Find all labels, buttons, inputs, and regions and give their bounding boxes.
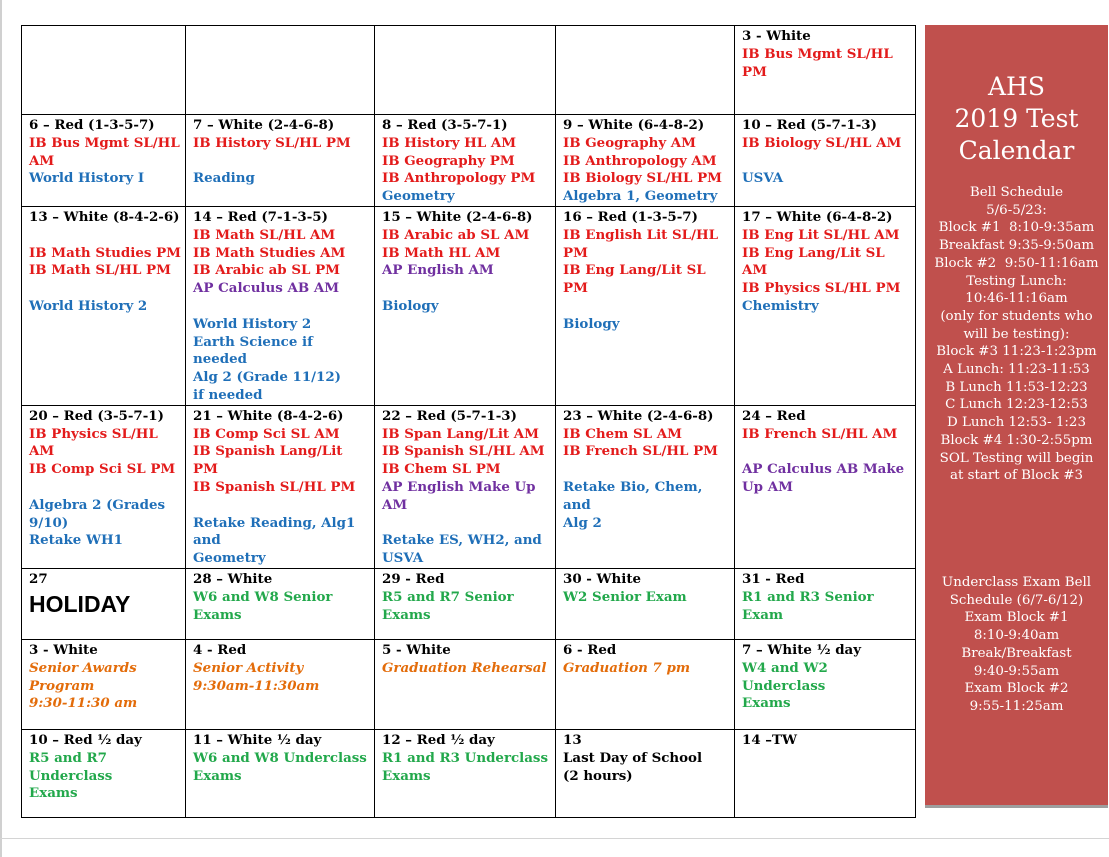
left-page-rule — [0, 0, 2, 857]
calendar-day-cell — [556, 206, 735, 405]
calendar-week-row — [22, 405, 916, 568]
day-heading: 16 – Red (1-3-5-7) — [563, 208, 698, 225]
exam-entry — [382, 280, 551, 298]
exam-entry: IB Math SL/HL PM — [29, 262, 171, 279]
exam-entry: W2 Senior Exam — [563, 588, 687, 605]
calendar-day-cell — [735, 206, 916, 405]
exam-entry — [193, 153, 370, 171]
bell-schedule-line: SOL Testing will begin — [939, 450, 1094, 466]
exam-entry: Biology — [563, 315, 620, 332]
exam-entry — [742, 153, 911, 171]
exam-entry: R1 and R3 Underclass — [382, 749, 548, 766]
exam-entry: Graduation Rehearsal — [382, 659, 547, 676]
exam-entry — [193, 497, 370, 515]
exam-entry: IB Spanish Lang/Lit PM — [193, 443, 348, 478]
day-heading: 10 – Red (5-7-1-3) — [742, 117, 877, 133]
calendar-day-cell — [556, 568, 735, 639]
exam-entry: IB Span Lang/Lit AM — [382, 425, 539, 442]
calendar-day-cell — [556, 115, 735, 207]
day-heading: 11 – White ½ day — [193, 731, 322, 748]
calendar-day-cell — [186, 405, 375, 568]
exam-entry: IB Spanish SL/HL PM — [193, 478, 356, 495]
exam-entry: IB Eng Lang/Lit SL AM — [742, 244, 890, 279]
exam-entry: Earth Science if needed — [193, 333, 318, 368]
bell-schedule-line: 5/6-5/23: — [986, 202, 1047, 218]
exam-entry: IB Math SL/HL AM — [193, 226, 336, 243]
exam-entry: IB History HL AM — [382, 134, 517, 151]
exam-entry: AP English Make Up — [382, 478, 536, 495]
calendar-day-cell — [556, 405, 735, 568]
exam-schedule-line: Underclass Exam Bell — [941, 575, 1092, 590]
exam-entry: R5 and R7 Underclass — [29, 749, 113, 784]
exam-schedule-line: 9:40-9:55am — [973, 663, 1060, 679]
bell-schedule-line: D Lunch 12:53- 1:23 — [947, 415, 1086, 431]
exam-entry: AP English AM — [382, 262, 494, 279]
exam-entry: Senior Activity — [193, 659, 304, 676]
exam-entry: Chemistry — [742, 297, 819, 314]
day-heading: 5 - White — [382, 641, 451, 658]
exam-entry: IB Math Studies AM — [193, 244, 346, 261]
calendar-day-cell — [22, 639, 186, 729]
bottom-page-rule — [0, 838, 1109, 839]
calendar-day-cell — [375, 568, 556, 639]
day-heading: 15 – White (2-4-6-8) — [382, 208, 533, 225]
exam-entry — [29, 227, 181, 245]
exam-entry: IB Chem SL AM — [563, 425, 682, 442]
bell-schedule-line: C Lunch 12:23-12:53 — [945, 397, 1088, 413]
exam-entry: PM — [742, 63, 767, 80]
exam-schedule-line: 8:10-9:40am — [973, 628, 1060, 644]
calendar-day-cell — [375, 206, 556, 405]
day-heading: 10 – Red ½ day — [29, 731, 142, 748]
calendar-day-cell — [375, 729, 556, 817]
day-heading: 7 – White (2-4-6-8) — [193, 117, 335, 133]
exam-entry: Biology — [382, 297, 439, 314]
exam-entry: Exams — [29, 785, 78, 802]
exam-entry — [29, 479, 181, 497]
exam-entry: Senior Awards — [29, 659, 137, 676]
exam-entry: AP Calculus AB Make — [742, 461, 905, 478]
exam-entry: W6 and W8 Senior Exams — [193, 588, 338, 623]
day-heading: 29 - Red — [382, 570, 445, 587]
day-heading: 22 – Red (5-7-1-3) — [382, 407, 517, 424]
exam-entry: USVA — [742, 170, 784, 187]
exam-entry — [563, 461, 730, 479]
calendar-week-row — [22, 639, 916, 729]
calendar-day-cell — [22, 405, 186, 568]
bell-schedule-line: Block #3 11:23-1:23pm — [936, 344, 1097, 360]
exam-entry: World History 2 — [29, 297, 148, 314]
exam-entry: IB Arabic ab SL PM — [193, 262, 340, 279]
exam-entry: IB Physics SL/HL AM — [29, 425, 163, 460]
exam-entry: R1 and R3 Senior Exam — [742, 588, 879, 623]
exam-entry: IB Geography PM — [382, 152, 515, 169]
bell-schedule-line: Testing Lunch: — [966, 273, 1067, 289]
day-heading: 4 - Red — [193, 641, 247, 658]
exam-entry: W6 and W8 Underclass — [193, 749, 367, 766]
calendar-day-cell — [186, 639, 375, 729]
exam-entry: 9:30-11:30 am — [29, 695, 138, 712]
exam-entry: IB Arabic ab SL AM — [382, 226, 530, 243]
day-heading: 7 – White ½ day — [742, 641, 862, 658]
bell-schedule-line: Breakfast 9:35-9:50am — [938, 238, 1095, 254]
exam-entry: IB Biology SL/HL PM — [563, 170, 723, 187]
calendar-day-cell — [556, 639, 735, 729]
exam-entry: IB Anthropology AM — [563, 152, 717, 169]
exam-entry: IB Bus Mgmt SL/HL — [742, 45, 893, 62]
exam-entry: Graduation 7 pm — [563, 659, 691, 676]
exam-entry: IB Math Studies PM — [29, 244, 181, 261]
exam-entry: R5 and R7 Senior Exams — [382, 588, 519, 623]
sidebar-title — [925, 71, 1108, 167]
sidebar-title-line: Calendar — [958, 136, 1075, 165]
exam-schedule-line: Exam Block #1 — [964, 610, 1069, 626]
exam-entry: Exams — [193, 767, 242, 784]
exam-entry: Program — [29, 677, 95, 694]
exam-entry: IB Comp Sci SL AM — [193, 425, 340, 442]
calendar-day-cell — [735, 729, 916, 817]
calendar-week-row — [22, 26, 916, 115]
exam-entry: Retake ES, WH2, and — [382, 532, 542, 549]
exam-schedule-line: Exam Block #2 — [964, 681, 1069, 697]
calendar-day-cell — [186, 206, 375, 405]
exam-entry: IB Comp Sci SL PM — [29, 461, 176, 478]
day-heading: 31 - Red — [742, 570, 805, 587]
exam-entry: AM — [29, 152, 55, 169]
exam-entry: 9:30am-11:30am — [193, 677, 320, 694]
exam-entry: Last Day of School — [563, 749, 703, 766]
exam-schedule-line: Schedule (6/7-6/12) — [949, 592, 1084, 608]
exam-schedule-line: Break/Breakfast — [961, 645, 1072, 661]
day-heading: 12 – Red ½ day — [382, 731, 495, 748]
bell-schedule-line: (only for students who — [940, 308, 1093, 324]
calendar-day-cell — [735, 115, 916, 207]
day-heading: 6 - Red — [563, 641, 617, 658]
day-heading: 13 — [563, 731, 582, 748]
exam-entry: W4 and W2 Underclass — [742, 659, 833, 694]
exam-entry: IB English Lit SL/HL — [563, 226, 719, 243]
sidebar-title-line: AHS — [988, 72, 1045, 101]
exam-entry: 9/10) — [29, 514, 69, 531]
calendar-day-cell — [735, 639, 916, 729]
bell-schedule-line: Block #4 1:30-2:55pm — [940, 432, 1093, 448]
exam-entry: World History 2 — [193, 315, 312, 332]
calendar-day-cell — [375, 405, 556, 568]
exam-entry: Alg 2 (Grade 11/12) — [193, 369, 342, 386]
exam-entry — [193, 298, 370, 316]
exam-entry: Exams — [382, 767, 431, 784]
exam-entry — [563, 298, 730, 316]
exam-entry — [742, 443, 911, 461]
exam-entry: PM — [563, 244, 588, 261]
exam-entry: IB Spanish SL/HL AM — [382, 443, 545, 460]
exam-entry: IB French SL/HL AM — [742, 425, 898, 442]
day-heading: 3 - White — [29, 641, 98, 658]
exam-entry — [29, 280, 181, 298]
exam-entry: IB Geography AM — [563, 134, 696, 151]
exam-entry: IB Math HL AM — [382, 244, 501, 261]
bell-schedule-line: Block #1 8:10-9:35am — [938, 220, 1095, 236]
exam-entry: Up AM — [742, 478, 793, 495]
calendar-day-cell — [735, 568, 916, 639]
bell-schedule-line: at start of Block #3 — [950, 468, 1083, 484]
exam-entry: IB French SL/HL PM — [563, 443, 718, 460]
day-heading: 8 – Red (3-5-7-1) — [382, 117, 508, 133]
day-heading: 14 –TW — [742, 731, 797, 748]
exam-entry: Geometry — [193, 550, 266, 567]
calendar-day-cell — [186, 115, 375, 207]
exam-entry: World History I — [29, 170, 145, 187]
day-heading: 6 – Red (1-3-5-7) — [29, 117, 155, 133]
day-heading: 20 – Red (3-5-7-1) — [29, 407, 164, 424]
holiday-label: HOLIDAY — [29, 590, 131, 617]
calendar-day-cell — [556, 729, 735, 817]
calendar-day-cell — [375, 115, 556, 207]
exam-entry: if needed — [193, 386, 263, 403]
exam-entry: IB Anthropology PM — [382, 170, 536, 187]
day-heading: 28 – White — [193, 570, 273, 587]
calendar-week-row — [22, 568, 916, 639]
exam-entry: (2 hours) — [563, 767, 633, 784]
calendar-week-row — [22, 206, 916, 405]
day-heading: 9 – White (6-4-8-2) — [563, 117, 705, 133]
exam-entry: Retake WH1 — [29, 532, 123, 549]
day-heading: 23 – White (2-4-6-8) — [563, 407, 714, 424]
exam-entry: Geometry — [382, 188, 455, 205]
exam-entry: IB Physics SL/HL PM — [742, 280, 901, 297]
exam-entry: IB Eng Lit SL/HL AM — [742, 226, 900, 243]
exam-entry: IB Eng Lang/Lit SL PM — [563, 262, 711, 297]
exam-entry: USVA — [382, 550, 424, 567]
exam-entry — [382, 515, 551, 533]
calendar-day-cell — [186, 729, 375, 817]
bell-schedule-line: B Lunch 11:53-12:23 — [945, 379, 1088, 395]
day-heading: 24 – Red — [742, 407, 806, 424]
exam-entry: Algebra 1, Geometry — [563, 188, 718, 205]
calendar-day-cell — [735, 405, 916, 568]
calendar-week-row — [22, 729, 916, 817]
bell-schedule-line: will be testing): — [963, 326, 1070, 342]
sidebar-title-line: 2019 Test — [954, 104, 1079, 133]
calendar-day-cell — [735, 26, 916, 115]
day-heading: 3 - White — [742, 28, 811, 44]
calendar-day-cell — [556, 26, 735, 115]
exam-entry: Reading — [193, 170, 255, 187]
bell-schedule-line: A Lunch: 11:23-11:53 — [943, 362, 1090, 378]
calendar-sidebar — [925, 25, 1108, 808]
day-heading: 17 – White (6-4-8-2) — [742, 208, 893, 225]
exam-entry: Retake Bio, Chem, and — [563, 478, 708, 513]
exam-entry: IB Biology SL/HL AM — [742, 134, 902, 151]
bell-schedule-line: Block #2 9:50-11:16am — [934, 255, 1099, 271]
calendar-day-cell — [22, 206, 186, 405]
exam-bell-schedule — [925, 574, 1108, 716]
exam-entry: IB Bus Mgmt SL/HL — [29, 134, 180, 151]
exam-entry: Algebra 2 (Grades — [29, 496, 166, 513]
exam-entry: IB Chem SL PM — [382, 461, 501, 478]
calendar-day-cell — [375, 26, 556, 115]
exam-entry: Retake Reading, Alg1 and — [193, 514, 360, 549]
calendar-day-cell — [22, 115, 186, 207]
calendar-day-cell — [375, 639, 556, 729]
calendar-week-row — [22, 115, 916, 207]
exam-entry: Exams — [742, 695, 791, 712]
exam-entry: AM — [382, 496, 408, 513]
day-heading: 30 - White — [563, 570, 642, 587]
exam-entry: Alg 2 — [563, 514, 602, 531]
calendar-day-cell — [22, 26, 186, 115]
bell-schedule-line: Bell Schedule — [969, 185, 1064, 200]
bell-schedule — [925, 184, 1108, 485]
bell-schedule-line: 10:46-11:16am — [965, 291, 1068, 307]
day-heading: 14 – Red (7-1-3-5) — [193, 208, 328, 225]
calendar-day-cell — [22, 568, 186, 639]
day-heading: 13 – White (8-4-2-6) — [29, 208, 180, 225]
day-heading: 21 – White (8-4-2-6) — [193, 407, 344, 424]
exam-entry: AP Calculus AB AM — [193, 280, 340, 297]
day-heading: 27 — [29, 570, 48, 587]
exam-schedule-line: 9:55-11:25am — [969, 698, 1064, 714]
calendar-day-cell — [186, 568, 375, 639]
calendar-grid — [21, 25, 916, 818]
exam-entry: IB History SL/HL PM — [193, 134, 351, 151]
calendar-day-cell — [22, 729, 186, 817]
calendar-day-cell — [186, 26, 375, 115]
